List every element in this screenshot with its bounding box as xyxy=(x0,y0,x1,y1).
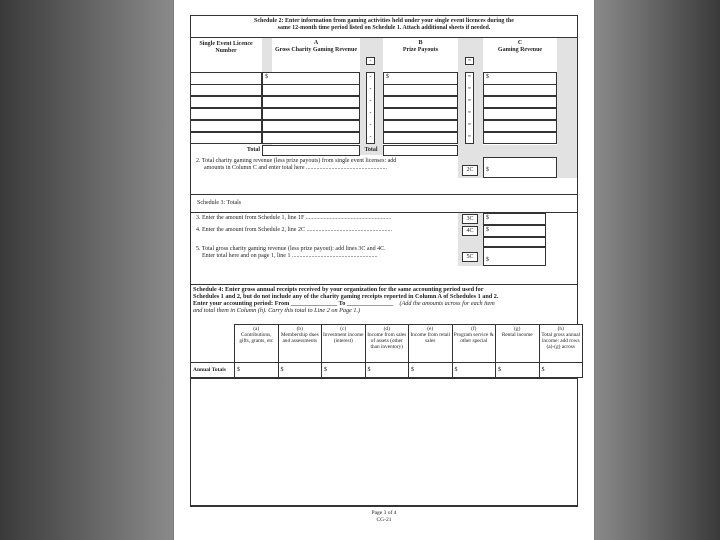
box-5c: 5C xyxy=(462,252,478,262)
annual-totals-label: Annual Totals xyxy=(190,362,235,378)
col-c-header xyxy=(483,40,557,54)
column-key: (g) xyxy=(514,326,521,332)
column-header xyxy=(321,324,366,363)
col-c-field[interactable] xyxy=(483,84,557,96)
line5-text-1: 5. Total gross charity gaming revenue (less prize payout): add lines 3C and 4C. xyxy=(196,246,386,252)
col-b-header xyxy=(383,40,458,54)
total-b-field[interactable] xyxy=(383,145,458,156)
footer xyxy=(334,510,434,524)
col-b-field[interactable] xyxy=(383,84,458,96)
col-c-field[interactable] xyxy=(483,132,557,144)
annual-total-field[interactable]: $ xyxy=(321,362,366,378)
col-b-field[interactable] xyxy=(383,120,458,132)
spacer-cell xyxy=(483,237,546,247)
column-key: (d) xyxy=(383,326,390,332)
minus-sign: - xyxy=(369,98,372,104)
col-a-field[interactable] xyxy=(262,132,360,144)
divider xyxy=(190,284,578,285)
col-a-letter: A xyxy=(313,40,319,46)
annual-total-field[interactable]: $ xyxy=(495,362,540,378)
line2-text-2: amounts in Column C and enter total here ...................................................... xyxy=(204,165,387,171)
schedule4-title: Schedule 4: Enter gross annual receipts received by your organization for the same accounting period used for xyxy=(193,286,484,293)
divider xyxy=(190,378,578,379)
column-key: (c) xyxy=(340,326,347,332)
total-label-b: Total xyxy=(364,147,378,153)
col-b-label: Prize Payouts xyxy=(402,47,439,53)
column-label: Income from retail sales xyxy=(410,332,451,344)
column-label: Income from sales of assets (other than inventory) xyxy=(367,332,407,350)
col-a-field[interactable] xyxy=(262,84,360,96)
col-c-field[interactable] xyxy=(483,120,557,132)
footer-rule xyxy=(190,506,578,507)
column-key: (a) xyxy=(253,326,260,332)
col-a-header xyxy=(272,40,360,54)
column-key: (b) xyxy=(296,326,303,332)
column-label: Rental income xyxy=(501,332,533,338)
column-header xyxy=(234,324,279,363)
column-header xyxy=(495,324,540,363)
col-c-label: Gaming Revenue xyxy=(497,47,543,53)
schedule4-header xyxy=(193,286,577,314)
annual-total-field[interactable]: $ xyxy=(452,362,497,378)
column-label: Contributions, gifts, grants, etc xyxy=(239,332,274,344)
licence-number-field[interactable] xyxy=(190,84,262,96)
equals-sign: = xyxy=(467,86,472,92)
column-label: Membership dues and assessments xyxy=(280,332,319,344)
col-c-field[interactable] xyxy=(483,108,557,120)
col-b-letter: B xyxy=(418,40,423,46)
total-a-field[interactable] xyxy=(262,145,360,156)
col-c-field[interactable] xyxy=(483,96,557,108)
line2c-field[interactable]: $ xyxy=(483,157,557,178)
equals-sign: = xyxy=(467,122,472,128)
schedule3-header: Schedule 3: Totals xyxy=(190,194,578,213)
minus-sign: - xyxy=(369,86,372,92)
equals-sign: = xyxy=(467,74,472,80)
col-b-field[interactable]: $ xyxy=(383,72,458,85)
col-a-field[interactable] xyxy=(262,96,360,108)
column-header xyxy=(452,324,497,363)
licence-number-field[interactable] xyxy=(190,132,262,144)
annual-total-field[interactable]: $ xyxy=(408,362,453,378)
line5-text-2: Enter total here and on page 1, line 1 ......................................................... xyxy=(202,253,378,259)
col-licence-header: Single Event Licence Number xyxy=(199,41,253,54)
column-label: Program service & other special xyxy=(453,332,494,344)
annual-total-field[interactable]: $ xyxy=(234,362,279,378)
line4c-field[interactable]: $ xyxy=(483,225,546,237)
total-label-a: Total xyxy=(246,147,260,153)
column-header xyxy=(539,324,584,363)
column-label: Total gross annual income: add rows (a)-(g) across xyxy=(541,332,581,350)
col-b-field[interactable] xyxy=(383,96,458,108)
box-2c: 2C xyxy=(462,165,478,176)
licence-number-field[interactable] xyxy=(190,108,262,120)
line3c-field[interactable]: $ xyxy=(483,213,546,225)
col-b-field[interactable] xyxy=(383,108,458,120)
page-number: Page 3 of 4 xyxy=(371,510,397,516)
form-number: CG-21 xyxy=(376,517,392,523)
gutter xyxy=(458,145,558,157)
box-3c: 3C xyxy=(462,214,478,224)
column-key: (e) xyxy=(427,326,434,332)
schedule2-header xyxy=(190,15,578,38)
minus-sign: - xyxy=(369,122,372,128)
line5-text xyxy=(196,246,456,260)
col-c-letter: C xyxy=(517,40,523,46)
line2-text xyxy=(196,158,456,172)
line2-text-1: 2. Total charity gaming revenue (less prize payouts) from single event licenses: add xyxy=(196,158,397,164)
schedule4-note2: and total them in Column (h). Carry this total to Line 2 on Page 1.) xyxy=(193,307,361,314)
col-a-field[interactable] xyxy=(262,120,360,132)
accounting-period[interactable]: Enter your accounting period: From _______________ To _______________ xyxy=(193,300,394,307)
column-key: (h) xyxy=(557,326,564,332)
equals-operator: = xyxy=(465,57,474,65)
equals-sign: = xyxy=(467,134,472,140)
line4-text: 4. Enter the amount from Schedule 2, line 2C ......................................................... xyxy=(196,227,392,233)
col-c-field[interactable]: $ xyxy=(483,72,557,85)
col-b-field[interactable] xyxy=(383,132,458,144)
equals-sign: = xyxy=(467,110,472,116)
licence-number-field[interactable] xyxy=(190,120,262,132)
col-a-field[interactable] xyxy=(262,108,360,120)
column-label: Investment income (interest) xyxy=(323,332,364,344)
column-header xyxy=(408,324,453,363)
column-key: (f) xyxy=(471,326,477,332)
schedule4-note: (Add the amounts across for each item xyxy=(399,300,495,307)
col-a-label: Gross Charity Gaming Revenue xyxy=(274,47,358,53)
equals-sign: = xyxy=(467,98,472,104)
schedule4-title2: Schedules 1 and 2, but do not include any of the charity gaming receipts reported in Column A of Schedules 1 and 2. xyxy=(193,293,499,300)
annual-total-field[interactable]: $ xyxy=(278,362,323,378)
schedule2-title2: same 12-month time period listed on Schedule 1. Attach additional sheets if needed. xyxy=(277,25,491,31)
gutter xyxy=(557,38,577,178)
minus-sign: - xyxy=(369,74,372,80)
document-page xyxy=(174,0,594,540)
minus-sign: - xyxy=(369,134,372,140)
line3-text: 3. Enter the amount from Schedule 1, line 1F ......................................................... xyxy=(196,215,392,221)
minus-sign: - xyxy=(369,110,372,116)
col-a-field[interactable]: $ xyxy=(262,72,360,85)
licence-number-field[interactable] xyxy=(190,96,262,108)
annual-total-field[interactable]: $ xyxy=(539,362,584,378)
schedule2-title: Schedule 2: Enter information from gaming activities held under your single event licences during the xyxy=(254,18,514,24)
box-4c: 4C xyxy=(462,226,478,236)
line5c-field[interactable]: $ xyxy=(483,247,546,266)
minus-operator: - xyxy=(366,57,375,65)
annual-total-field[interactable]: $ xyxy=(365,362,410,378)
column-header xyxy=(365,324,410,363)
column-header xyxy=(278,324,323,363)
